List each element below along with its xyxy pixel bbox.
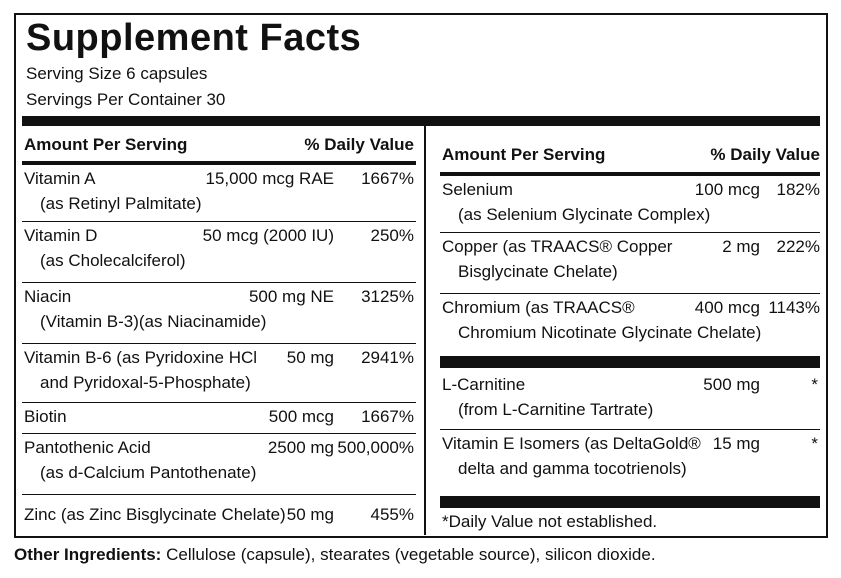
nutrient-name: Zinc (as Zinc Bisglycinate Chelate) (24, 505, 286, 524)
amount-header: Amount Per Serving (24, 135, 188, 154)
nutrient-row (440, 371, 820, 430)
nutrient-dv: 1667% (361, 407, 414, 426)
nutrient-name: Selenium (442, 180, 513, 199)
nutrient-source: (as Retinyl Palmitate) (40, 194, 202, 213)
nutrient-row (440, 233, 820, 294)
nutrient-source: (from L-Carnitine Tartrate) (458, 400, 654, 419)
nutrient-name: Niacin (24, 287, 72, 306)
amount-header: Amount Per Serving (442, 145, 606, 164)
nutrient-amount: 500 mcg (268, 407, 334, 426)
footnote-row (440, 512, 820, 535)
nutrient-dv: 455% (370, 505, 414, 524)
nutrient-dv: * (811, 375, 818, 394)
nutrient-dv: 222% (776, 237, 820, 256)
nutrient-source: (as Selenium Glycinate Complex) (458, 205, 711, 224)
nutrient-amount: 15,000 mcg RAE (205, 169, 334, 188)
other-ingredients-label: Other Ingredients: (14, 545, 162, 564)
left-nutrient-column (22, 126, 416, 535)
nutrient-dv: 3125% (361, 287, 414, 306)
nutrient-row (22, 222, 416, 283)
column-divider (424, 126, 426, 535)
other-ingredients (14, 545, 656, 565)
nutrient-row (22, 434, 416, 495)
nutrient-dv: 182% (776, 180, 820, 199)
nutrient-name: Vitamin D (24, 226, 98, 245)
nutrient-amount: 50 mcg (2000 IU) (202, 226, 334, 245)
nutrient-name: L-Carnitine (442, 375, 526, 394)
nutrient-source: and Pyridoxal-5-Phosphate) (40, 373, 251, 392)
nutrient-name: Copper (as TRAACS® Copper (442, 237, 673, 256)
nutrient-row (440, 430, 820, 492)
nutrient-row (22, 495, 416, 535)
nutrient-amount: 2500 mg (267, 438, 334, 457)
servings-per-container: Servings Per Container 30 (26, 90, 226, 109)
right-nutrient-column (440, 126, 820, 535)
nutrient-dv: 250% (370, 226, 414, 245)
nutrient-source: Bisglycinate Chelate) (458, 262, 618, 281)
nutrient-row (440, 176, 820, 233)
nutrient-name: Pantothenic Acid (24, 438, 151, 457)
nutrient-amount: 50 mg (286, 348, 334, 367)
nutrient-amount: 500 mg (703, 375, 760, 394)
nutrient-name: Biotin (24, 407, 67, 426)
nutrient-dv: 2941% (361, 348, 414, 367)
nutrient-amount: 50 mg (286, 505, 334, 524)
nutrient-row (22, 165, 416, 222)
nutrient-amount: 500 mg NE (248, 287, 334, 306)
nutrient-row (22, 283, 416, 344)
panel-title: Supplement Facts (26, 17, 362, 59)
nutrient-amount: 400 mcg (694, 298, 760, 317)
nutrient-dv: 1143% (768, 298, 820, 317)
nutrient-source: delta and gamma tocotrienols) (458, 459, 687, 478)
nutrient-dv: * (811, 434, 818, 453)
nutrient-row (22, 344, 416, 403)
nutrient-source: (Vitamin B-3)(as Niacinamide) (40, 312, 267, 331)
footnote: *Daily Value not established. (442, 512, 658, 531)
nutrient-row (22, 403, 416, 434)
section-divider-bar (440, 496, 820, 508)
nutrient-row (440, 294, 820, 352)
nutrient-source: Chromium Nicotinate Glycinate Chelate) (458, 323, 762, 342)
nutrient-name: Vitamin E Isomers (as DeltaGold® (442, 434, 701, 453)
dv-header: % Daily Value (710, 145, 820, 164)
nutrient-amount: 15 mg (712, 434, 760, 453)
nutrient-amount: 2 mg (722, 237, 760, 256)
left-header (22, 126, 416, 165)
nutrient-name: Chromium (as TRAACS® (442, 298, 635, 317)
right-header (440, 136, 820, 176)
serving-size: Serving Size 6 capsules (26, 64, 208, 83)
nutrient-dv: 1667% (361, 169, 414, 188)
nutrient-amount: 100 mcg (694, 180, 760, 199)
dv-header: % Daily Value (304, 135, 414, 154)
nutrient-dv: 500,000% (337, 438, 414, 457)
nutrient-name: Vitamin A (24, 169, 96, 188)
nutrient-source: (as d-Calcium Pantothenate) (40, 463, 257, 482)
section-divider-bar (440, 356, 820, 368)
nutrient-source: (as Cholecalciferol) (40, 251, 186, 270)
top-divider-bar (22, 116, 820, 126)
supplement-facts-panel (14, 13, 828, 538)
nutrient-name: Vitamin B-6 (as Pyridoxine HCl (24, 348, 258, 367)
other-ingredients-text: Cellulose (capsule), stearates (vegetable source), silicon dioxide. (161, 545, 656, 564)
